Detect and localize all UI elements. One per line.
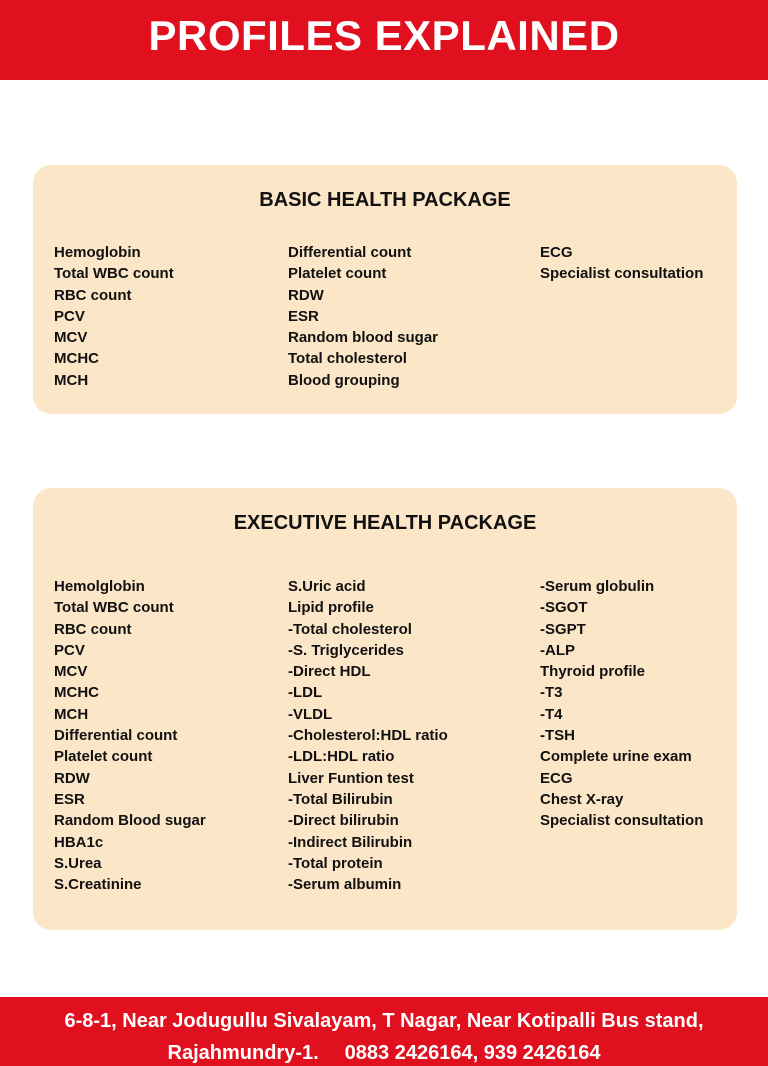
test-item: -T3 [540, 684, 563, 702]
test-item: -Total Bilirubin [288, 790, 393, 808]
test-item: -ALP [540, 641, 575, 659]
basic-package-column-1 [54, 242, 174, 391]
test-item: Specialist consultation [540, 812, 704, 830]
page-title: PROFILES EXPLAINED [148, 12, 620, 59]
test-item: S.Creatinine [54, 876, 142, 894]
test-item: Thyroid profile [540, 663, 645, 681]
test-item: MCV [54, 329, 88, 347]
footer-banner [0, 997, 768, 1066]
test-item: Platelet count [54, 748, 153, 766]
footer-address: 6-8-1, Near Jodugullu Sivalayam, T Nagar, Near Kotipalli Bus stand, [64, 1010, 704, 1032]
test-item: Complete urine exam [540, 748, 692, 766]
test-item: Platelet count [288, 265, 387, 283]
test-item: -LDL:HDL ratio [288, 748, 395, 766]
test-item: -SGOT [540, 599, 588, 617]
basic-package-title: BASIC HEALTH PACKAGE [259, 189, 511, 211]
executive-package-column-2 [288, 576, 448, 895]
test-item: -Total cholesterol [288, 620, 412, 638]
test-item: ESR [54, 790, 85, 808]
test-item: Differential count [288, 244, 412, 261]
test-item: ECG [540, 244, 573, 261]
test-item: Hemolglobin [54, 578, 145, 595]
test-item: RBC count [54, 286, 132, 304]
test-item: Liver Funtion test [288, 769, 414, 787]
test-item: RBC count [54, 620, 132, 638]
test-item: -Direct bilirubin [288, 812, 399, 830]
basic-package-card [33, 165, 737, 414]
test-item: PCV [54, 641, 85, 659]
test-item: MCHC [54, 350, 99, 368]
test-item: Random Blood sugar [54, 812, 206, 830]
test-item: Random blood sugar [288, 329, 438, 347]
test-item: ECG [540, 769, 573, 787]
executive-package-title: EXECUTIVE HEALTH PACKAGE [233, 512, 537, 534]
executive-package-card [33, 488, 737, 930]
test-item: -Indirect Bilirubin [288, 833, 413, 851]
test-item: Total WBC count [54, 265, 174, 283]
test-item: Chest X-ray [540, 790, 624, 808]
test-item: Total WBC count [54, 599, 174, 617]
test-item: ESR [288, 307, 319, 325]
test-item: -TSH [540, 727, 575, 745]
test-item: HBA1c [54, 833, 104, 851]
test-item: Lipid profile [288, 599, 374, 617]
test-item: PCV [54, 307, 85, 325]
footer-contact [0, 1043, 768, 1063]
header-banner [0, 0, 768, 80]
footer-city: Rajahmundry-1. [167, 1042, 319, 1064]
test-item: Total cholesterol [288, 350, 407, 368]
test-item: Specialist consultation [540, 265, 704, 283]
test-item: RDW [54, 769, 90, 787]
test-item: -Serum albumin [288, 876, 402, 894]
test-item: MCV [54, 663, 88, 681]
test-item: MCH [54, 371, 89, 389]
test-item: MCHC [54, 684, 99, 702]
test-item: S.Urea [54, 854, 102, 872]
test-item: RDW [288, 286, 324, 304]
test-item: -T4 [540, 705, 563, 723]
executive-package-column-1 [54, 576, 206, 895]
footer-phones: 0883 2426164, 939 2426164 [344, 1042, 601, 1064]
test-item: MCH [54, 705, 89, 723]
test-item: -S. Triglycerides [288, 641, 404, 659]
test-item: Differential count [54, 727, 178, 745]
test-item: -VLDL [288, 705, 333, 723]
basic-package-column-2 [288, 242, 438, 391]
test-item: S.Uric acid [288, 578, 366, 595]
test-item: Hemoglobin [54, 244, 141, 261]
basic-package-column-3 [540, 242, 703, 285]
test-item: -Serum globulin [540, 578, 655, 595]
test-item: -Cholesterol:HDL ratio [288, 727, 448, 745]
test-item: -SGPT [540, 620, 586, 638]
test-item: -LDL [288, 684, 323, 702]
test-item: Blood grouping [288, 371, 400, 389]
test-item: -Direct HDL [288, 663, 371, 681]
test-item: -Total protein [288, 854, 383, 872]
executive-package-column-3 [540, 576, 703, 832]
